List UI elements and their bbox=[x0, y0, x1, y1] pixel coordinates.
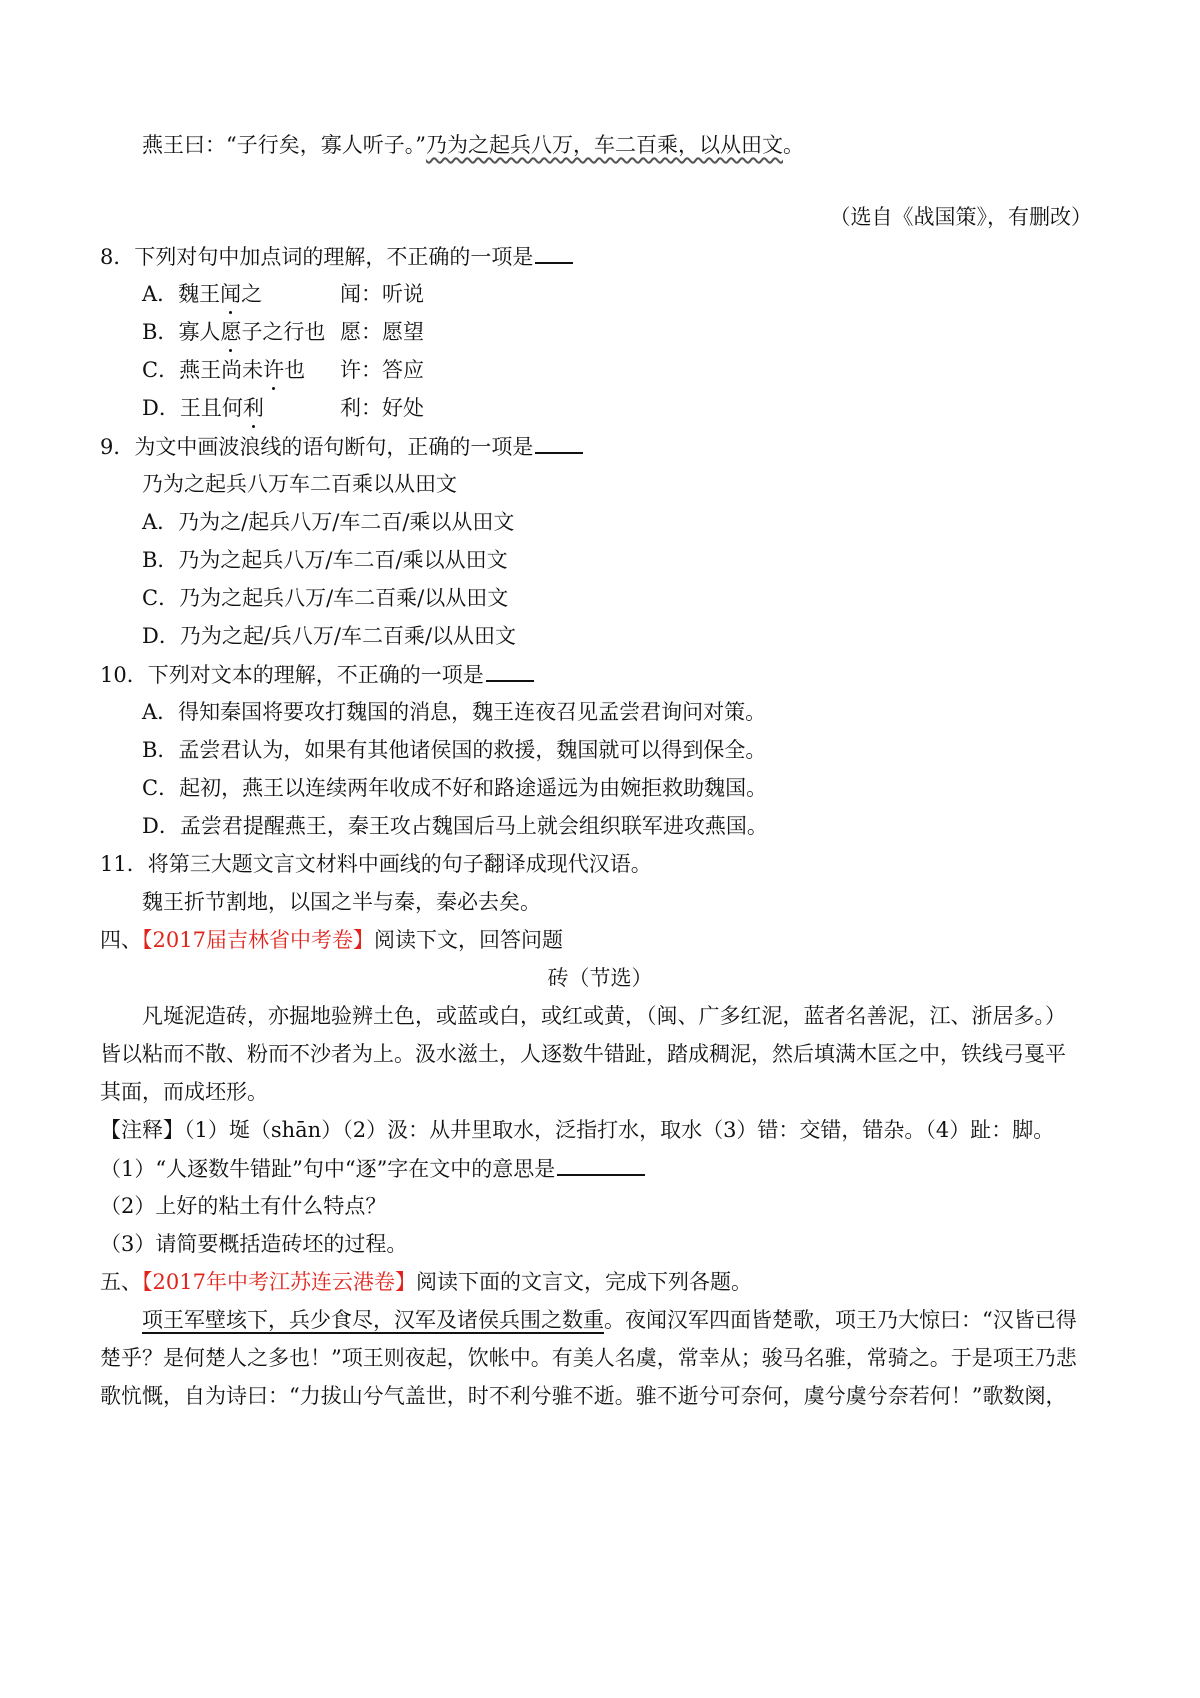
q9-option-a[interactable]: A．乃为之/起兵八万/车二百/乘以从田文 bbox=[142, 510, 515, 534]
q9-sentence: 乃为之起兵八万车二百乘以从田文 bbox=[142, 472, 457, 496]
option-text: 子之行也 bbox=[241, 320, 326, 344]
passage-text: 。夜闻汉军四面皆楚歌，项王乃大惊曰：“汉皆已得 bbox=[604, 1308, 1077, 1332]
passage-source: （选自《战国策》，有删改） bbox=[829, 205, 1092, 229]
section-4-question-3: （3）请简要概括造砖坯的过程。 bbox=[100, 1232, 408, 1256]
passage-line: 楚乎？是何楚人之多也！”项王则夜起，饮帐中。有美人名虞，常幸从；骏马名骓，常骑之。于是项王乃悲 bbox=[100, 1346, 1077, 1370]
section-5-heading bbox=[100, 1268, 752, 1296]
section-source: 【2017届吉林省中考卷】 bbox=[142, 928, 374, 952]
option-label: D． bbox=[142, 396, 180, 420]
option-label: C． bbox=[142, 358, 180, 382]
option-text: 寡人 bbox=[178, 320, 221, 344]
option-text: 魏王 bbox=[178, 282, 221, 306]
q8-option-c-meaning: 许：答应 bbox=[340, 358, 424, 382]
intro-quote-prefix: 燕王曰：“子行矣，寡人听子。” bbox=[142, 133, 426, 157]
option-text: 燕王尚未 bbox=[179, 358, 264, 382]
question-10-stem: 10．下列对文本的理解，不正确的一项是 bbox=[100, 663, 484, 687]
q8-option-d-meaning: 利：好处 bbox=[340, 396, 424, 420]
q10-option-a[interactable]: A．得知秦国将要攻打魏国的消息，魏王连夜召见孟尝君询问对策。 bbox=[142, 700, 767, 724]
passage-line: 其面，而成坯形。 bbox=[100, 1080, 268, 1104]
wavy-underlined-sentence: 乃为之起兵八万，车二百乘，以从田文 bbox=[425, 133, 783, 157]
q8-option-d[interactable] bbox=[142, 394, 264, 422]
dotted-word: 利 bbox=[242, 396, 264, 420]
q9-option-c[interactable]: C．乃为之起兵八万/车二百乘/以从田文 bbox=[142, 586, 509, 610]
q8-option-b-meaning: 愿：愿望 bbox=[340, 320, 424, 344]
q11-sentence: 魏王折节割地，以国之半与秦，秦必去矣。 bbox=[142, 890, 541, 914]
question-10 bbox=[100, 660, 534, 689]
intro-quote-end: 。 bbox=[782, 133, 804, 157]
option-text: 王且何 bbox=[179, 396, 243, 420]
option-text: 之 bbox=[241, 282, 263, 306]
q8-option-a-meaning: 闻：听说 bbox=[340, 282, 424, 306]
dotted-word: 闻 bbox=[220, 282, 242, 306]
option-label: A． bbox=[142, 282, 179, 306]
answer-blank[interactable] bbox=[535, 432, 583, 454]
dotted-word: 许 bbox=[263, 358, 285, 382]
q9-option-d[interactable]: D．乃为之起/兵八万/车二百乘/以从田文 bbox=[142, 624, 517, 648]
section-source: 【2017年中考江苏连云港卷】 bbox=[142, 1270, 416, 1294]
q10-option-c[interactable]: C．起初，燕王以连续两年收成不好和路途遥远为由婉拒救助魏国。 bbox=[142, 776, 768, 800]
section-4-question-1 bbox=[100, 1154, 645, 1183]
section-task: 阅读下面的文言文，完成下列各题。 bbox=[415, 1270, 752, 1294]
passage-line: 皆以粘而不散、粉而不沙者为上。汲水滋土，人逐数牛错趾，踏成稠泥，然后填满木匡之中，铁线弓戛平 bbox=[100, 1042, 1066, 1066]
section-4-heading bbox=[100, 926, 563, 954]
passage-line: 歌忼慨，自为诗曰：“力拔山兮气盖世，时不利兮骓不逝。骓不逝兮可奈何，虞兮虞兮奈若何！”歌数阕， bbox=[100, 1384, 1067, 1408]
dotted-word: 愿 bbox=[220, 320, 242, 344]
section-number: 五、 bbox=[100, 1270, 142, 1294]
question-text: （1）“人逐数牛错趾”句中“逐”字在文中的意思是 bbox=[100, 1157, 556, 1181]
intro-quote bbox=[142, 131, 804, 159]
question-9 bbox=[100, 432, 583, 461]
answer-blank[interactable] bbox=[486, 660, 534, 682]
question-9-stem: 9．为文中画波浪线的语句断句，正确的一项是 bbox=[100, 435, 534, 459]
passage-title: 砖（节选） bbox=[547, 966, 653, 990]
underlined-sentence: 项王军壁垓下，兵少食尽，汉军及诸侯兵围之数重 bbox=[142, 1308, 604, 1332]
q9-option-b[interactable]: B．乃为之起兵八万/车二百/乘以从田文 bbox=[142, 548, 508, 572]
passage-line: 凡埏泥造砖，亦掘地验辨土色，或蓝或白，或红或黄，（闽、广多红泥，蓝者名善泥，江、浙居多。） bbox=[142, 1004, 1066, 1028]
answer-blank[interactable] bbox=[557, 1154, 645, 1176]
q8-option-c[interactable] bbox=[142, 356, 305, 384]
section-task: 阅读下文，回答问题 bbox=[373, 928, 563, 952]
q8-option-a[interactable] bbox=[142, 280, 262, 308]
question-11: 11．将第三大题文言文材料中画线的句子翻译成现代汉语。 bbox=[100, 852, 652, 876]
passage-notes: 【注释】（1）埏（shān）（2）汲：从井里取水，泛指打水，取水（3）错：交错，错杂。（4）趾：脚。 bbox=[100, 1118, 1055, 1142]
q8-option-b[interactable] bbox=[142, 318, 325, 346]
question-8-stem: 8．下列对句中加点词的理解，不正确的一项是 bbox=[100, 245, 534, 269]
q10-option-b[interactable]: B．孟尝君认为，如果有其他诸侯国的救援，魏国就可以得到保全。 bbox=[142, 738, 767, 762]
option-text: 也 bbox=[284, 358, 306, 382]
q10-option-d[interactable]: D．孟尝君提醒燕王，秦王攻占魏国后马上就会组织联军进攻燕国。 bbox=[142, 814, 768, 838]
answer-blank[interactable] bbox=[535, 242, 573, 264]
question-8 bbox=[100, 242, 573, 271]
section-4-question-2: （2）上好的粘土有什么特点？ bbox=[100, 1194, 387, 1218]
passage-line bbox=[142, 1306, 1077, 1334]
section-number: 四、 bbox=[100, 928, 142, 952]
option-label: B． bbox=[142, 320, 179, 344]
